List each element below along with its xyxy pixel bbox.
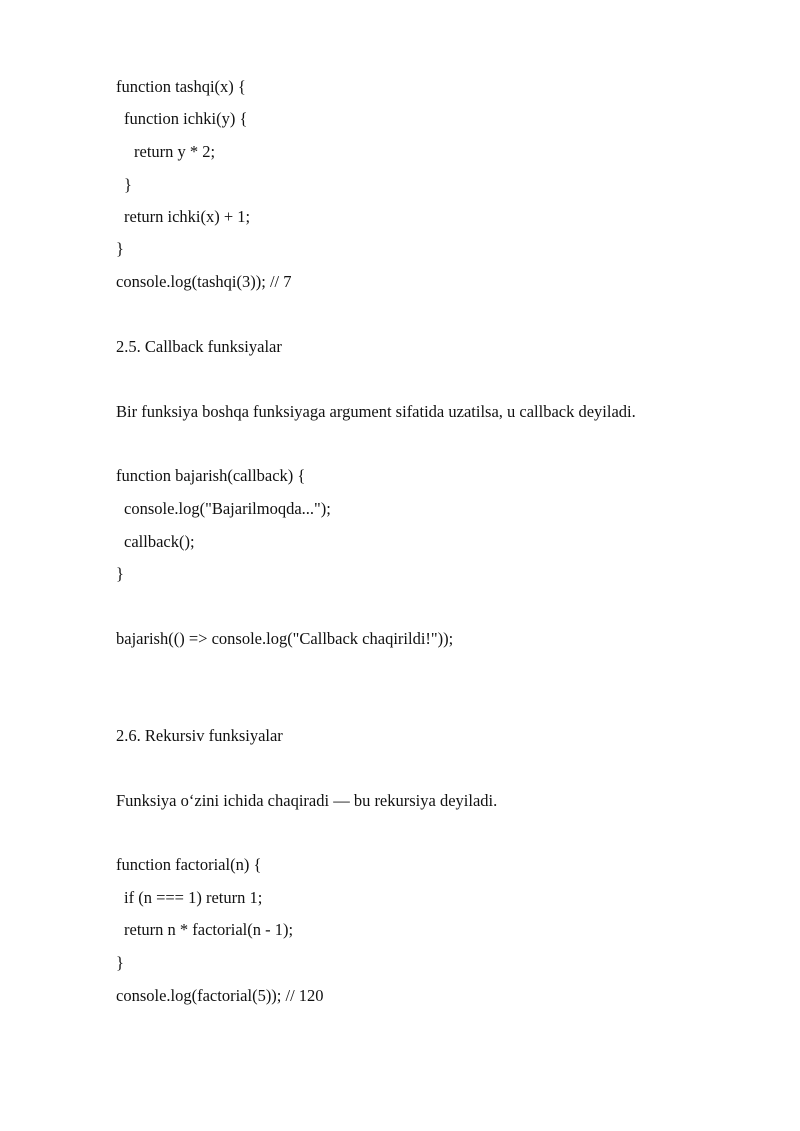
code-line: bajarish(() => console.log("Callback chaqirildi!"));: [116, 629, 454, 648]
code-line: function tashqi(x) {: [116, 77, 246, 96]
section-heading-recursive: 2.6. Rekursiv funksiyalar: [116, 726, 283, 745]
code-line: }: [124, 175, 132, 194]
section-description-callback: Bir funksiya boshqa funksiyaga argument sifatida uzatilsa, u callback deyiladi.: [116, 402, 636, 421]
code-line: }: [116, 239, 124, 258]
code-line: }: [116, 564, 124, 583]
code-line: return y * 2;: [134, 142, 216, 161]
code-line: return ichki(x) + 1;: [124, 207, 251, 226]
code-line: console.log(factorial(5)); // 120: [116, 986, 324, 1005]
section-description-recursive: Funksiya o‘zini ichida chaqiradi — bu rekursiya deyiladi.: [116, 791, 498, 810]
code-line: }: [116, 953, 124, 972]
code-line: callback();: [124, 532, 195, 551]
code-line: function bajarish(callback) {: [116, 466, 306, 485]
section-heading-callback: 2.5. Callback funksiyalar: [116, 337, 282, 356]
code-line: function factorial(n) {: [116, 855, 262, 874]
code-line: function ichki(y) {: [124, 109, 248, 128]
code-line: if (n === 1) return 1;: [124, 888, 263, 907]
code-line: console.log("Bajarilmoqda...");: [124, 499, 331, 518]
code-line: console.log(tashqi(3)); // 7: [116, 272, 292, 291]
code-line: return n * factorial(n - 1);: [124, 920, 294, 939]
